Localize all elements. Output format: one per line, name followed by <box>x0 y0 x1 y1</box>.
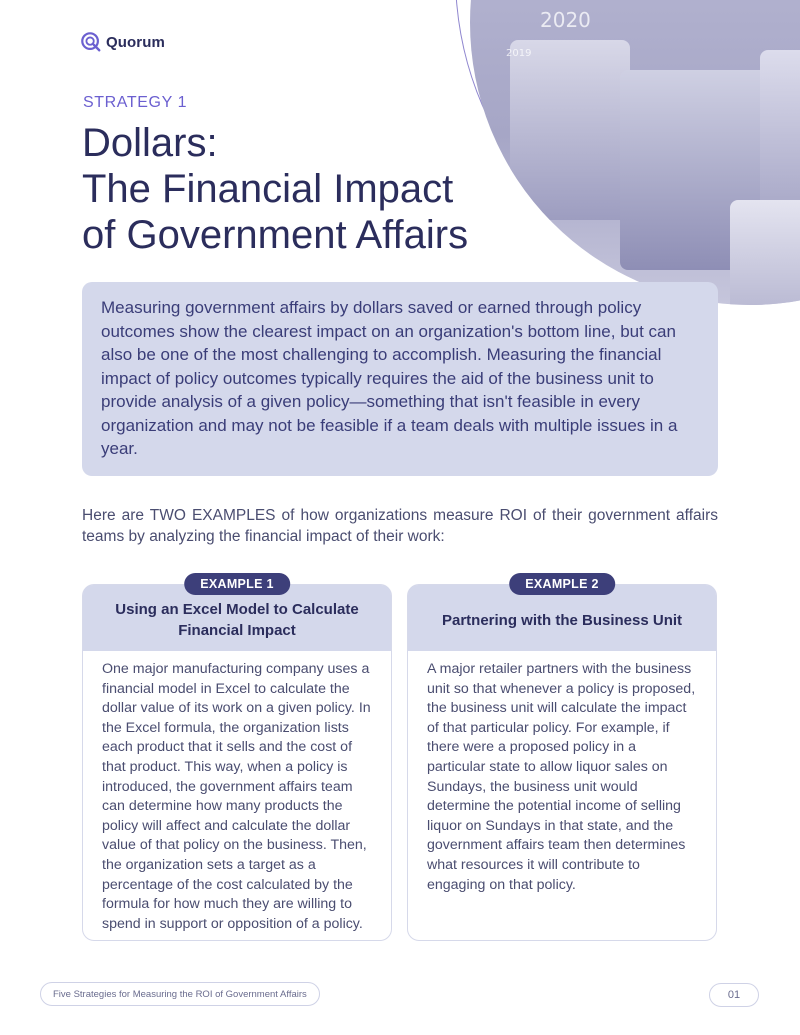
example-badge: EXAMPLE 1 <box>184 573 290 595</box>
intro-callout <box>82 282 718 476</box>
intro-text: Measuring government affairs by dollars saved or earned through policy outcomes show the clearest impact on an organization's bottom line, but can also be one of the most challenging to accomplish. Measuring the financial impact of policy outcomes typically requires the aid of the business unit to provide analysis of a given policy—something that isn't feasible in every organization and may not be feasible if a team deals with multiple issues in a year. <box>101 298 678 458</box>
hero-coins-image <box>470 0 800 305</box>
hero-year-label: 2019 <box>506 48 532 59</box>
quorum-logo-icon <box>80 31 102 53</box>
example-heading: Using an Excel Model to Calculate Financial Impact <box>83 585 391 651</box>
example-body: One major manufacturing company uses a financial model in Excel to calculate the dollar value of its work on a given policy. In the Excel formula, the organization lists each product that it sells and the cost of that product. This way, when a policy is introduced, the government affairs team can determine how many products the policy will affect and calculate the dollar value of that policy on the business. Then, the organization sets a target as a percentage of the cost calculated by the formula for how much they are willing to spend in support or opposition of a policy. <box>102 661 371 932</box>
title-line: Dollars: <box>82 121 218 165</box>
page-title <box>82 120 502 258</box>
title-line: The Financial Impact <box>82 167 454 211</box>
footer-document-title: Five Strategies for Measuring the ROI of Government Affairs <box>40 982 320 1006</box>
coin-stack <box>730 200 800 305</box>
strategy-eyebrow: STRATEGY 1 <box>83 94 188 111</box>
logo-wordmark: Quorum <box>106 33 165 51</box>
quorum-logo <box>80 31 165 53</box>
example-badge: EXAMPLE 2 <box>509 573 615 595</box>
example-body: A major retailer partners with the business unit so that whenever a policy is proposed, the business unit will calculate the impact of that particular policy. For example, if there were a proposed policy in a particular state to allow liquor sales on Sundays, the business unit would determine the potential income of selling liquor on Sundays in that state, and the government affairs team then determines what resources it will contribute to engaging on that policy. <box>427 661 696 893</box>
hero-year-label: 2020 <box>540 8 591 32</box>
example-heading: Partnering with the Business Unit <box>408 585 716 651</box>
title-line: of Government Affairs <box>82 213 469 257</box>
lead-paragraph: Here are TWO EXAMPLES of how organizations measure ROI of their government affairs teams by analyzing the financial impact of their work: <box>82 507 718 545</box>
coin-stack <box>510 40 630 220</box>
example-card-2 <box>407 577 717 941</box>
page-number: 01 <box>709 983 759 1007</box>
example-card-1 <box>82 577 392 941</box>
